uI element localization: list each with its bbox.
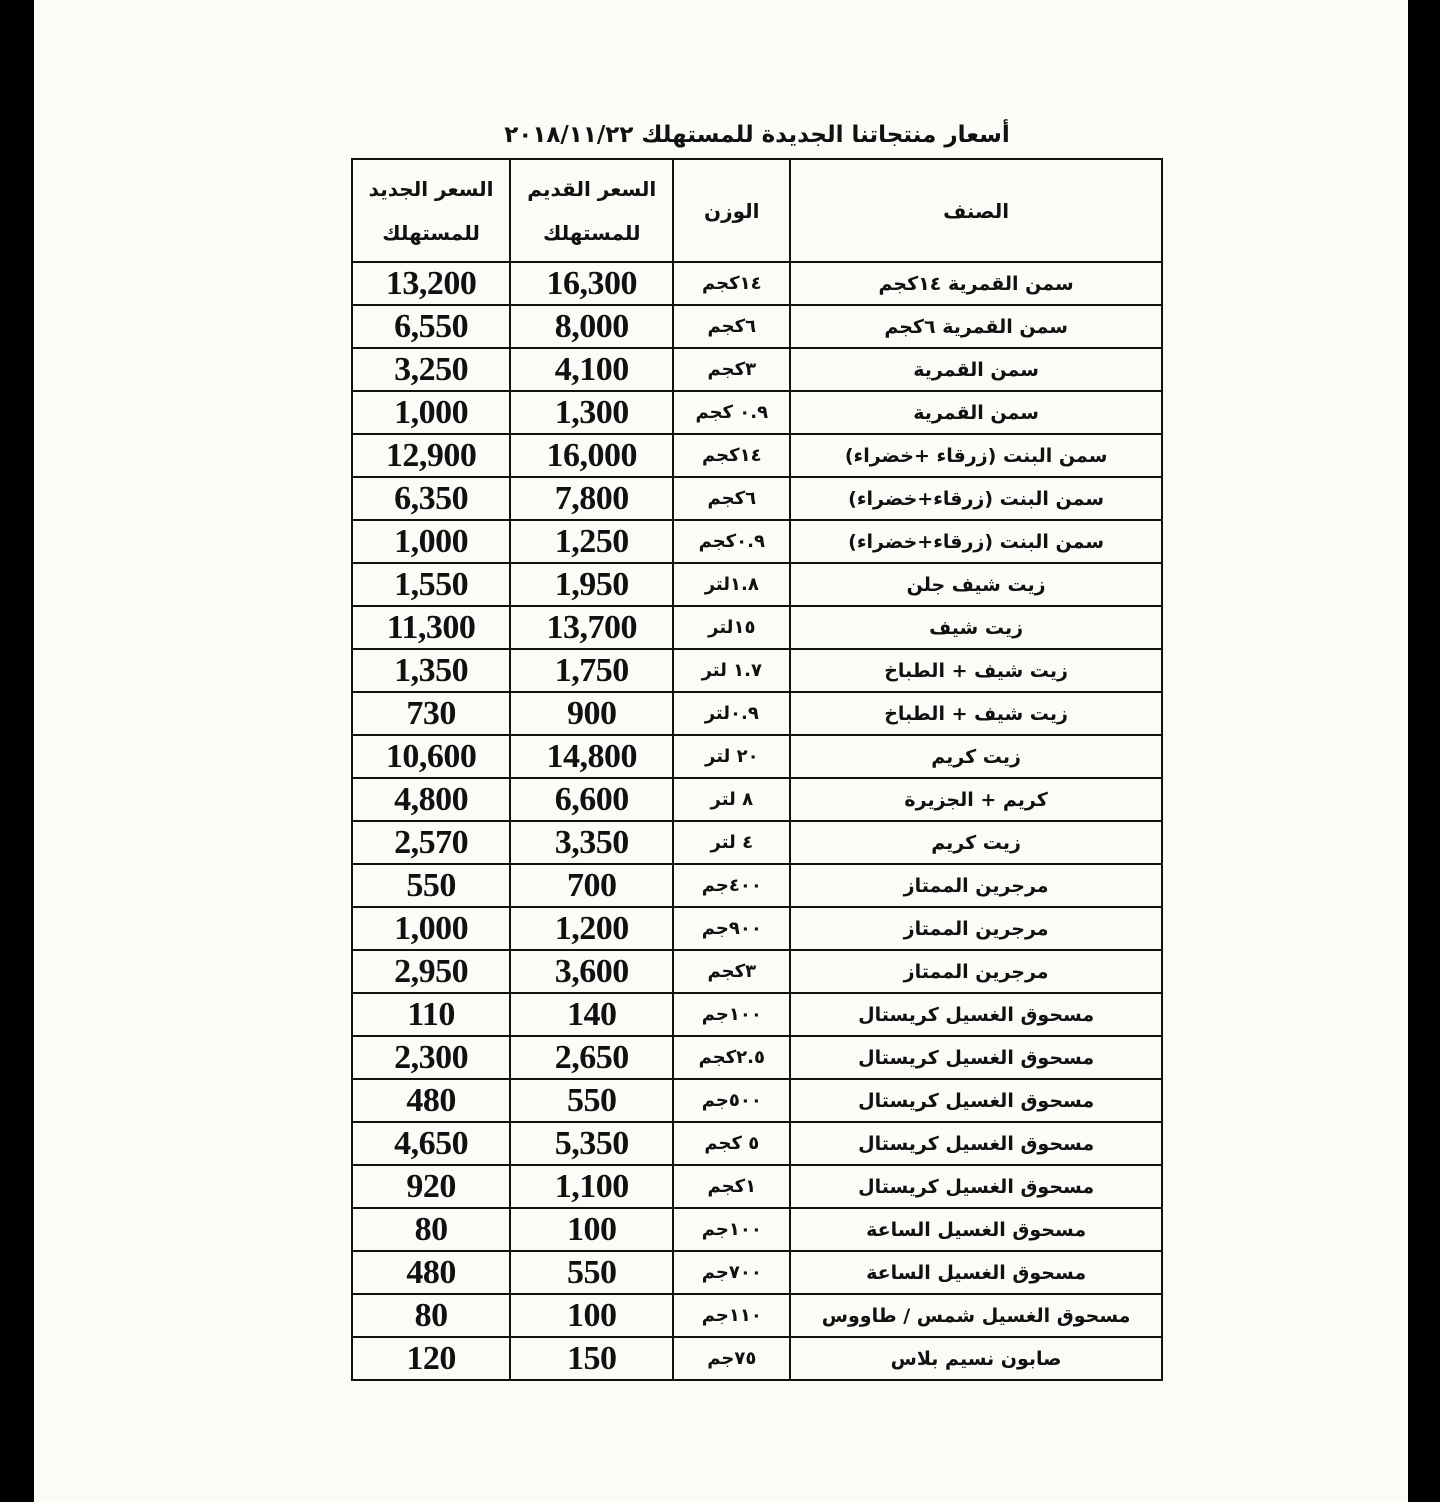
old-price-cell: 3,350 [510,821,673,864]
weight-cell: ١٥لتر [673,606,790,649]
category-cell: زيت شيف جلن [790,563,1162,606]
new-price-cell: 110 [352,993,510,1036]
table-row [352,348,1162,391]
old-price-cell: 4,100 [510,348,673,391]
weight-cell: ٢٠ لتر [673,735,790,778]
old-price-cell: 6,600 [510,778,673,821]
category-cell: سمن القمرية [790,391,1162,434]
category-cell: سمن القمرية ١٤كجم [790,262,1162,305]
old-price-cell: 16,300 [510,262,673,305]
table-row [352,1079,1162,1122]
old-price-cell: 700 [510,864,673,907]
new-price-cell: 120 [352,1337,510,1380]
table-row [352,864,1162,907]
document-page [34,0,1408,1502]
weight-cell: ١٠٠جم [673,1208,790,1251]
old-price-cell: 100 [510,1294,673,1337]
old-price-cell: 1,200 [510,907,673,950]
table-row [352,907,1162,950]
table-row [352,606,1162,649]
weight-cell: ٠.٩لتر [673,692,790,735]
category-cell: مسحوق الغسيل الساعة [790,1251,1162,1294]
table-row [352,1036,1162,1079]
new-price-cell: 11,300 [352,606,510,649]
table-header-row [352,159,1162,262]
table-row [352,778,1162,821]
category-cell: مرجرين الممتاز [790,950,1162,993]
old-price-cell: 1,250 [510,520,673,563]
weight-cell: ٠.٩كجم [673,520,790,563]
table-row [352,1165,1162,1208]
table-row [352,563,1162,606]
weight-cell: ٧٥جم [673,1337,790,1380]
old-price-cell: 550 [510,1251,673,1294]
old-price-cell: 8,000 [510,305,673,348]
new-price-cell: 13,200 [352,262,510,305]
weight-cell: ٩٠٠جم [673,907,790,950]
weight-cell: ٦كجم [673,305,790,348]
category-cell: مسحوق الغسيل كريستال [790,1122,1162,1165]
new-price-cell: 1,550 [352,563,510,606]
new-price-cell: 80 [352,1294,510,1337]
new-price-cell: 80 [352,1208,510,1251]
header-new-price [352,159,510,262]
header-category: الصنف [790,159,1162,262]
category-cell: مرجرين الممتاز [790,907,1162,950]
new-price-cell: 6,550 [352,305,510,348]
old-price-cell: 150 [510,1337,673,1380]
price-table [351,158,1163,1381]
weight-cell: ١كجم [673,1165,790,1208]
new-price-cell: 550 [352,864,510,907]
table-row [352,1337,1162,1380]
weight-cell: ٤٠٠جم [673,864,790,907]
category-cell: مسحوق الغسيل الساعة [790,1208,1162,1251]
old-price-cell: 1,950 [510,563,673,606]
weight-cell: ٣كجم [673,348,790,391]
table-row [352,821,1162,864]
new-price-cell: 480 [352,1079,510,1122]
page-title: أسعار منتجاتنا الجديدة للمستهلك ٢٠١٨/١١/٢٢ [504,122,1010,148]
old-price-cell: 100 [510,1208,673,1251]
new-price-cell: 2,570 [352,821,510,864]
category-cell: مسحوق الغسيل كريستال [790,1079,1162,1122]
category-cell: مسحوق الغسيل شمس / طاووس [790,1294,1162,1337]
table-row [352,434,1162,477]
table-row [352,1208,1162,1251]
category-cell: سمن البنت (زرقاء +خضراء) [790,434,1162,477]
old-price-cell: 16,000 [510,434,673,477]
new-price-cell: 1,350 [352,649,510,692]
new-price-cell: 1,000 [352,907,510,950]
category-cell: زيت شيف + الطباخ [790,692,1162,735]
table-row [352,1294,1162,1337]
category-cell: زيت كريم [790,735,1162,778]
table-row [352,305,1162,348]
new-price-cell: 4,800 [352,778,510,821]
header-old-price [510,159,673,262]
old-price-cell: 5,350 [510,1122,673,1165]
new-price-cell: 1,000 [352,391,510,434]
weight-cell: ٢.٥كجم [673,1036,790,1079]
header-old-price-line1: السعر القديم [527,176,657,201]
table-row [352,1251,1162,1294]
old-price-cell: 1,300 [510,391,673,434]
weight-cell: ٦كجم [673,477,790,520]
old-price-cell: 14,800 [510,735,673,778]
table-row [352,391,1162,434]
new-price-cell: 480 [352,1251,510,1294]
category-cell: زيت شيف + الطباخ [790,649,1162,692]
weight-cell: ١.٧ لتر [673,649,790,692]
table-row [352,1122,1162,1165]
weight-cell: ٣كجم [673,950,790,993]
category-cell: مسحوق الغسيل كريستال [790,993,1162,1036]
table-row [352,692,1162,735]
category-cell: صابون نسيم بلاس [790,1337,1162,1380]
new-price-cell: 2,950 [352,950,510,993]
table-body [352,262,1162,1380]
new-price-cell: 12,900 [352,434,510,477]
table-row [352,735,1162,778]
weight-cell: ٥٠٠جم [673,1079,790,1122]
weight-cell: ٠.٩ كجم [673,391,790,434]
category-cell: سمن القمرية ٦كجم [790,305,1162,348]
old-price-cell: 900 [510,692,673,735]
old-price-cell: 1,100 [510,1165,673,1208]
category-cell: زيت كريم [790,821,1162,864]
category-cell: مسحوق الغسيل كريستال [790,1036,1162,1079]
new-price-cell: 4,650 [352,1122,510,1165]
table-row [352,649,1162,692]
old-price-cell: 1,750 [510,649,673,692]
new-price-cell: 3,250 [352,348,510,391]
category-cell: كريم + الجزيرة [790,778,1162,821]
weight-cell: ١٠٠جم [673,993,790,1036]
weight-cell: ٤ لتر [673,821,790,864]
old-price-cell: 3,600 [510,950,673,993]
old-price-cell: 2,650 [510,1036,673,1079]
weight-cell: ١٤كجم [673,434,790,477]
weight-cell: ١١٠جم [673,1294,790,1337]
weight-cell: ٥ كجم [673,1122,790,1165]
table-row [352,262,1162,305]
new-price-cell: 730 [352,692,510,735]
new-price-cell: 1,000 [352,520,510,563]
table-row [352,993,1162,1036]
header-weight: الوزن [673,159,790,262]
category-cell: سمن البنت (زرقاء+خضراء) [790,520,1162,563]
table-row [352,477,1162,520]
old-price-cell: 13,700 [510,606,673,649]
header-new-price-line1: السعر الجديد [368,176,494,201]
category-cell: مسحوق الغسيل كريستال [790,1165,1162,1208]
weight-cell: ١.٨لتر [673,563,790,606]
weight-cell: ٨ لتر [673,778,790,821]
category-cell: مرجرين الممتاز [790,864,1162,907]
category-cell: سمن البنت (زرقاء+خضراء) [790,477,1162,520]
weight-cell: ١٤كجم [673,262,790,305]
table-row [352,950,1162,993]
old-price-cell: 140 [510,993,673,1036]
new-price-cell: 2,300 [352,1036,510,1079]
header-new-price-line2: للمستهلك [382,220,480,245]
category-cell: زيت شيف [790,606,1162,649]
header-old-price-line2: للمستهلك [542,220,641,245]
new-price-cell: 10,600 [352,735,510,778]
new-price-cell: 920 [352,1165,510,1208]
category-cell: سمن القمرية [790,348,1162,391]
old-price-cell: 550 [510,1079,673,1122]
new-price-cell: 6,350 [352,477,510,520]
old-price-cell: 7,800 [510,477,673,520]
table-row [352,520,1162,563]
weight-cell: ٧٠٠جم [673,1251,790,1294]
